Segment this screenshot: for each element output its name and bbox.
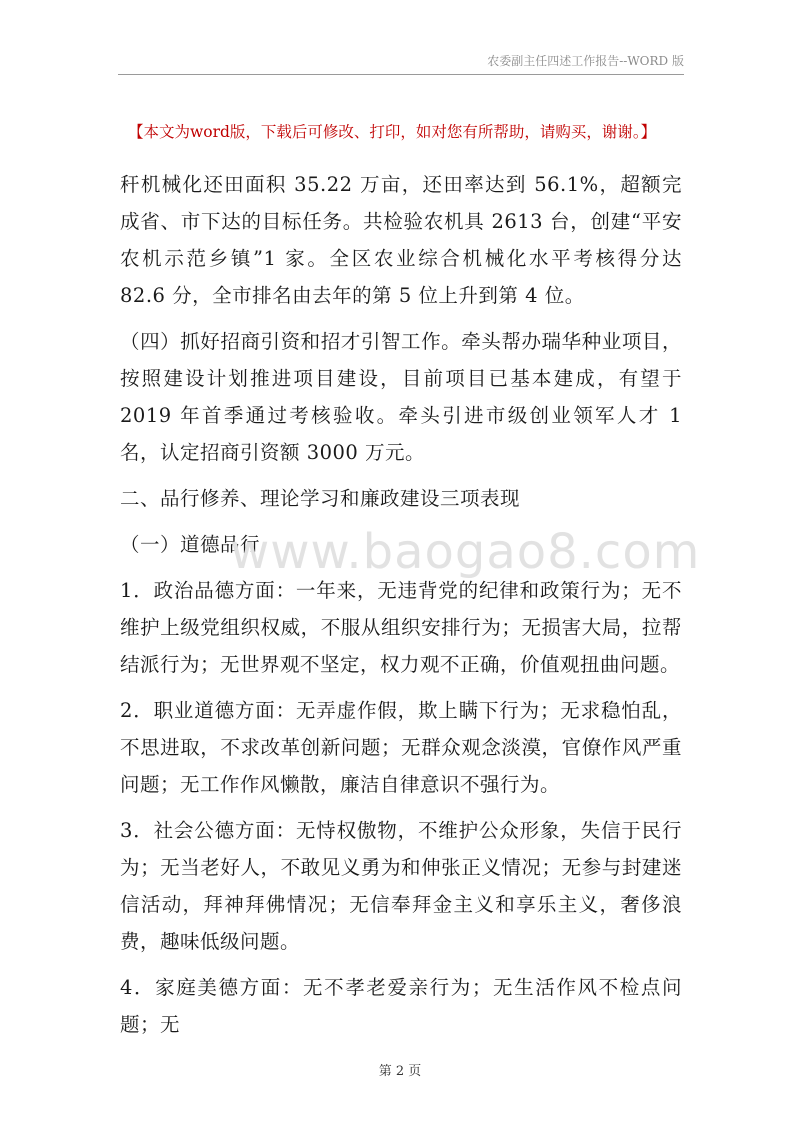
watermark: www.baogao8.com	[230, 524, 701, 580]
page-number: 第 2 页	[378, 1064, 422, 1079]
paragraph-mechanization: 秆机械化还田面积 35.22 万亩，还田率达到 56.1%，超额完成省、市下达的目标任务。共检验农机具 2613 台，创建“平安农机示范乡镇”1 家。全区农业综合机械化水平考核得分达 82.6 分，全市排名由去年的第 5 位上升到第 4 位。	[120, 173, 682, 307]
paragraph-family-virtue: 4．家庭美德方面：无不孝老爱亲行为；无生活作风不检点问题；无	[120, 976, 682, 1036]
paragraph-professional-ethics: 2．职业道德方面：无弄虚作假，欺上瞒下行为；无求稳怕乱，不思进取，不求改革创新问题；无群众观念淡漠，官僚作风严重问题；无工作作风懒散，廉洁自律意识不强行为。	[120, 699, 682, 796]
paragraph-investment: （四）抓好招商引资和招才引智工作。牵头帮办瑞华种业项目，按照建设计划推进项目建设，目前项目已基本建成，有望于 2019 年首季通过考核验收。牵头引进市级创业领军人才 1 名，认定招商引资额 3000 万元。	[120, 330, 682, 464]
paragraph-political-ethics: 1．政治品德方面：一年来，无违背党的纪律和政策行为；无不维护上级党组织权威，不服从组织安排行为；无损害大局，拉帮结派行为；无世界观不坚定，权力观不正确，价值观扭曲问题。	[120, 579, 682, 676]
paragraph-social-ethics: 3．社会公德方面：无恃权傲物，不维护公众形象，失信于民行为；无当老好人，不敢见义勇为和伸张正义情况；无参与封建迷信活动，拜神拜佛情况；无信奉拜金主义和享乐主义，奢侈浪费，趣味低级问题。	[120, 819, 682, 953]
download-notice: 【本文为word版，下载后可修改、打印，如对您有所帮助，请购买，谢谢。】	[128, 123, 657, 141]
document-body	[120, 166, 682, 1043]
section-heading: 二、品行修养、理论学习和廉政建设三项表现	[120, 487, 521, 510]
header-divider	[118, 74, 684, 75]
subsection-heading: （一）道德品行	[120, 533, 261, 556]
running-header: 农委副主任四述工作报告--WORD 版	[487, 54, 684, 68]
